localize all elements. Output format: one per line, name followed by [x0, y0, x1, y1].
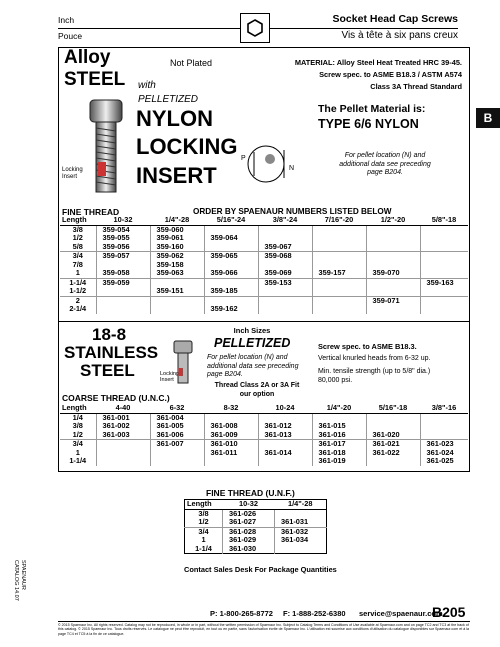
- part-number-cell: 361-019: [312, 457, 366, 466]
- part-number-cell: 359-054: [96, 225, 150, 234]
- part-number-cell: [420, 269, 468, 278]
- part-number-cell: 359-151: [150, 287, 204, 296]
- column-header: 6-32: [150, 404, 204, 413]
- part-number-cell: 361-022: [366, 449, 420, 458]
- diagram-label-p: P: [241, 155, 246, 162]
- length-cell: 1-1/4: [60, 278, 96, 287]
- alloy-order-by: ORDER BY SPAENAUR NUMBERS LISTED BELOW: [193, 207, 392, 216]
- column-header: 7/16"-20: [312, 216, 366, 225]
- socket-screw-image: [78, 98, 134, 198]
- nylon-title-1: NYLON: [136, 106, 213, 131]
- length-cell: 1-1/4: [69, 456, 87, 465]
- alloy-class: Class 3A Thread Standard: [370, 82, 462, 91]
- part-number-cell: [312, 243, 366, 252]
- part-number-cell: 359-157: [312, 269, 366, 278]
- length-cell: 1/2: [72, 233, 83, 242]
- part-number-cell: 361-025: [420, 457, 468, 466]
- stainless-pelletized: PELLETIZED: [214, 336, 291, 350]
- column-header: Length: [60, 404, 96, 413]
- length-cell: 2-1/4: [69, 304, 87, 313]
- part-number-cell: 361-010: [204, 440, 258, 449]
- part-number-cell: [420, 287, 468, 296]
- part-number-cell: 361-024: [420, 449, 468, 458]
- part-number-cell: [420, 422, 468, 431]
- part-number-cell: 361-032: [275, 527, 327, 536]
- part-number-cell: [312, 234, 366, 243]
- part-number-cell: 361-014: [258, 449, 312, 458]
- stainless-title-3: STEEL: [80, 361, 135, 380]
- with-label: with: [138, 80, 156, 91]
- part-number-cell: 361-009: [204, 431, 258, 440]
- part-number-cell: 361-018: [312, 449, 366, 458]
- part-number-cell: 359-068: [258, 252, 312, 261]
- stainless-tensile: Min. tensile strength (up to 5/8" dia.) 80,000 psi.: [318, 368, 431, 384]
- stainless-thread-class: Thread Class 2A or 3A Fit our option: [214, 382, 300, 398]
- part-number-cell: [275, 545, 327, 554]
- part-number-cell: 359-060: [150, 225, 204, 234]
- alloy-pellet-note: For pellet location (N) and additional data see preceding page B204.: [339, 152, 431, 176]
- length-cell: 3/8: [72, 224, 83, 234]
- part-number-cell: 361-007: [150, 440, 204, 449]
- hex-socket-icon: [240, 13, 270, 43]
- column-header: 4-40: [96, 404, 150, 413]
- pelletized-label: PELLETIZED: [138, 94, 199, 105]
- part-number-cell: [420, 261, 468, 270]
- header-title-en: Socket Head Cap Screws: [332, 13, 458, 25]
- part-number-cell: 359-067: [258, 243, 312, 252]
- column-header: 10-24: [258, 404, 312, 413]
- table-row: [60, 431, 468, 440]
- part-number-cell: 361-004: [150, 413, 204, 422]
- footer-page-number: B205: [432, 604, 466, 620]
- part-number-cell: 361-008: [204, 422, 258, 431]
- part-number-cell: 359-063: [150, 269, 204, 278]
- part-number-cell: [366, 234, 420, 243]
- part-number-cell: 361-001: [96, 413, 150, 422]
- length-cell: 1: [201, 535, 206, 544]
- part-number-cell: [366, 287, 420, 296]
- stainless-knurled: Vertical knurled heads from 6-32 up.: [318, 355, 431, 362]
- table-row: [60, 457, 468, 466]
- column-header: 5/16"-18: [366, 404, 420, 413]
- part-number-cell: 361-005: [150, 422, 204, 431]
- part-number-cell: [312, 287, 366, 296]
- part-number-cell: [96, 457, 150, 466]
- coarse-thread-heading: COARSE THREAD (U.N.C.): [62, 393, 170, 403]
- part-number-cell: [366, 457, 420, 466]
- stainless-coarse-table: [60, 404, 468, 466]
- column-header: 1/2"-20: [366, 216, 420, 225]
- part-number-cell: 359-070: [366, 269, 420, 278]
- length-cell: 5/8: [72, 241, 83, 251]
- part-number-cell: 359-162: [204, 305, 258, 314]
- part-number-cell: 361-002: [96, 422, 150, 431]
- table-row: [60, 287, 468, 296]
- table-row: [60, 449, 468, 458]
- table-row: [185, 545, 327, 554]
- unf-heading: FINE THREAD (U.N.F.): [206, 488, 295, 498]
- part-number-cell: [96, 440, 150, 449]
- column-header: 5/8"-18: [420, 216, 468, 225]
- alloy-title-1: Alloy: [64, 47, 111, 68]
- part-number-cell: [366, 305, 420, 314]
- part-number-cell: [366, 225, 420, 234]
- column-header: 8-32: [204, 404, 258, 413]
- diagram-label-n: N: [289, 165, 295, 172]
- table-row: [60, 296, 468, 305]
- part-number-cell: [420, 252, 468, 261]
- part-number-cell: 359-056: [96, 243, 150, 252]
- column-header: 1/4"-28: [150, 216, 204, 225]
- part-number-cell: [420, 234, 468, 243]
- stainless-locking-insert-label: Locking Insert: [160, 371, 179, 383]
- table-row: [60, 440, 468, 449]
- footer-fax: F: 1-888-252-6380: [283, 609, 346, 618]
- part-number-cell: [420, 243, 468, 252]
- part-number-cell: 361-023: [420, 440, 468, 449]
- alloy-material: MATERIAL: Alloy Steel Heat Treated HRC 39-45.: [294, 58, 462, 67]
- part-number-cell: [96, 305, 150, 314]
- part-number-cell: [150, 305, 204, 314]
- part-number-cell: 361-030: [223, 545, 275, 554]
- part-number-cell: 359-062: [150, 252, 204, 261]
- column-header: 3/8"-16: [420, 404, 468, 413]
- nylon-title-3: INSERT: [136, 163, 217, 188]
- part-number-cell: [312, 278, 366, 287]
- part-number-cell: [258, 287, 312, 296]
- pellet-material-type: TYPE 6/6 NYLON: [318, 117, 419, 131]
- column-header: 1/4"-20: [312, 404, 366, 413]
- header-inch: Inch: [58, 15, 75, 25]
- table-row: [60, 252, 468, 261]
- length-cell: 3/4: [60, 440, 96, 449]
- part-number-cell: 359-059: [96, 278, 150, 287]
- part-number-cell: [96, 296, 150, 305]
- table-row: [60, 305, 468, 314]
- part-number-cell: [366, 278, 420, 287]
- part-number-cell: 359-057: [96, 252, 150, 261]
- part-number-cell: [420, 413, 468, 422]
- length-cell: 1-1/4: [195, 543, 212, 553]
- stainless-screw-spec: Screw spec. to ASME B18.3.: [318, 342, 417, 351]
- length-cell: 1/2: [198, 517, 209, 526]
- part-number-cell: 359-153: [258, 278, 312, 287]
- part-number-cell: 359-055: [96, 234, 150, 243]
- not-plated-label: Not Plated: [170, 58, 213, 68]
- length-cell: 3/8: [198, 508, 209, 518]
- part-number-cell: [366, 243, 420, 252]
- table-row: [60, 269, 468, 278]
- stainless-pellet-note: For pellet location (N) and additional data see preceding page B204.: [207, 354, 299, 378]
- header-pouce: Pouce: [58, 31, 83, 41]
- part-number-cell: 361-034: [275, 536, 327, 545]
- length-cell: 2: [60, 296, 96, 305]
- part-number-cell: 359-065: [204, 252, 258, 261]
- part-number-cell: 359-160: [150, 243, 204, 252]
- column-header: 10-32: [96, 216, 150, 225]
- part-number-cell: 361-006: [150, 431, 204, 440]
- part-number-cell: [96, 287, 150, 296]
- part-number-cell: [312, 225, 366, 234]
- contact-sales-note: Contact Sales Desk For Package Quantities: [184, 565, 337, 574]
- table-row: [60, 278, 468, 287]
- part-number-cell: [258, 296, 312, 305]
- part-number-cell: [258, 305, 312, 314]
- length-cell: 1: [75, 447, 80, 457]
- header-title-fr: Vis à tête à six pans creux: [341, 30, 458, 41]
- stainless-title-2: STAINLESS: [64, 343, 159, 362]
- length-cell: 3/4: [60, 252, 96, 261]
- part-number-cell: [420, 296, 468, 305]
- footer-phone: P: 1-800-265-8772: [210, 609, 273, 618]
- part-number-cell: [150, 449, 204, 458]
- part-number-cell: 361-011: [204, 449, 258, 458]
- part-number-cell: [312, 305, 366, 314]
- footer-legal: © 2015 Spaenaur Inc. All rights reserved. Catalog may not be reproduced, in whole or in part, without the written permission of Spaenaur Inc. Subject to Catalog Terms and Conditions of Use available at Spaenaur.com and on page TC2 and TC3 at the back of this catalog. © 2015 Spaenaur Inc. Tous droits réservés. Le catalogue ne peut être reproduit, en tout ou en partie, sans l'autorisation écrite de Spaenaur Inc. L'utilisation est soumise aux conditions d'utilisation du catalogue disponibles sur Spaenaur.com et à la page TC4 et TC5 à la fin de ce catalogue.: [58, 623, 469, 636]
- part-number-cell: 361-015: [312, 422, 366, 431]
- part-number-cell: [312, 296, 366, 305]
- part-number-cell: [150, 457, 204, 466]
- column-header: 1/4"-28: [275, 500, 327, 510]
- length-cell: 1: [75, 268, 80, 277]
- alloy-fine-thread-table: [60, 216, 468, 314]
- part-number-cell: 359-185: [204, 287, 258, 296]
- part-number-cell: 361-013: [258, 431, 312, 440]
- part-number-cell: 359-163: [420, 278, 468, 287]
- part-number-cell: 359-064: [204, 234, 258, 243]
- length-cell: 1-1/2: [69, 286, 87, 295]
- alloy-fine-thread-heading: FINE THREAD: [62, 207, 120, 217]
- stainless-title-1: 18-8: [92, 325, 127, 344]
- column-header: 10-32: [223, 500, 275, 510]
- part-number-cell: [96, 449, 150, 458]
- length-cell: 1/2: [72, 429, 83, 439]
- part-number-cell: 359-069: [258, 269, 312, 278]
- column-header: Length: [60, 216, 96, 225]
- unf-table: [184, 499, 327, 554]
- side-catalog-text: SPAENAUR CATALOG 14.07: [13, 560, 26, 601]
- inch-sizes-label: Inch Sizes: [233, 326, 271, 335]
- part-number-cell: 361-031: [275, 518, 327, 527]
- part-number-cell: 359-066: [204, 269, 258, 278]
- length-cell: 3/4: [185, 527, 223, 536]
- nylon-title-2: LOCKING: [136, 134, 238, 159]
- part-number-cell: 361-003: [96, 431, 150, 440]
- part-number-cell: 359-158: [150, 261, 204, 270]
- part-number-cell: 361-012: [258, 422, 312, 431]
- alloy-title-2: STEEL: [64, 69, 126, 90]
- column-header: Length: [185, 500, 223, 510]
- part-number-cell: 361-027: [223, 518, 275, 527]
- part-number-cell: [258, 457, 312, 466]
- part-number-cell: [258, 225, 312, 234]
- length-cell: 3/8: [72, 421, 83, 430]
- part-number-cell: 361-029: [223, 536, 275, 545]
- part-number-cell: 361-026: [223, 509, 275, 518]
- part-number-cell: [366, 252, 420, 261]
- part-number-cell: [150, 296, 204, 305]
- table-row: [185, 518, 327, 527]
- part-number-cell: [366, 413, 420, 422]
- part-number-cell: [204, 457, 258, 466]
- part-number-cell: 359-058: [96, 269, 150, 278]
- part-number-cell: 361-021: [366, 440, 420, 449]
- part-number-cell: [420, 225, 468, 234]
- length-cell: 1/4: [72, 412, 83, 422]
- part-number-cell: 361-016: [312, 431, 366, 440]
- part-number-cell: [312, 252, 366, 261]
- alloy-screw-spec: Screw spec. to ASME B18.3 / ASTM A574: [319, 70, 462, 79]
- length-cell: 7/8: [72, 259, 83, 269]
- locking-insert-label: Locking Insert: [62, 167, 83, 180]
- column-header: 3/8"-24: [258, 216, 312, 225]
- part-number-cell: 361-020: [366, 431, 420, 440]
- part-number-cell: 361-017: [312, 440, 366, 449]
- part-number-cell: 359-061: [150, 234, 204, 243]
- part-number-cell: 359-071: [366, 296, 420, 305]
- pellet-material-heading: The Pellet Material is:: [318, 103, 426, 115]
- section-tab-b: B: [476, 108, 500, 128]
- footer-email[interactable]: service@spaenaur.com: [359, 609, 443, 618]
- column-header: 5/16"-24: [204, 216, 258, 225]
- part-number-cell: 361-028: [223, 527, 275, 536]
- part-number-cell: [420, 305, 468, 314]
